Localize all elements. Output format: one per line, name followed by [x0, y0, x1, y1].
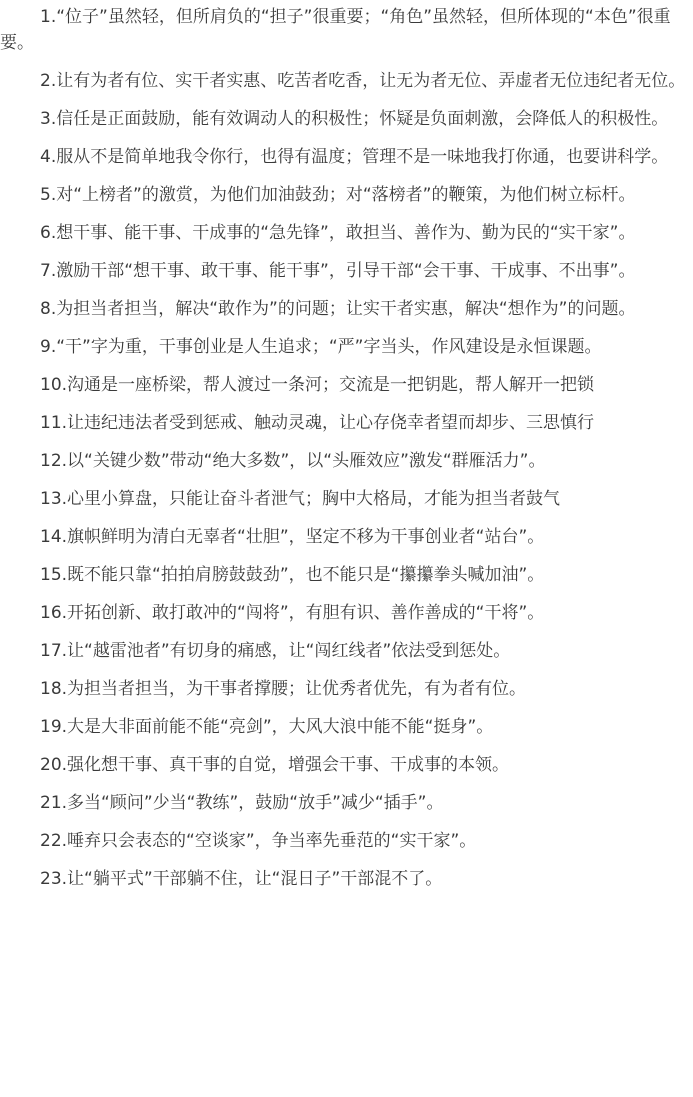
- list-item: 3.信任是正面鼓励，能有效调动人的积极性；怀疑是负面刺激，会降低人的积极性。: [40, 109, 669, 129]
- list-item: 17.让“越雷池者”有切身的痛感，让“闯红线者”依法受到惩处。: [40, 641, 511, 661]
- list-item: 4.服从不是简单地我令你行，也得有温度；管理不是一味地我打你通，也要讲科学。: [40, 147, 669, 167]
- list-item: 2.让有为者有位、实干者实惠、吃苦者吃香，让无为者无位、弄虚者无位违纪者无位。: [40, 71, 686, 91]
- list-item: 16.开拓创新、敢打敢冲的“闯将”，有胆有识、善作善成的“干将”。: [40, 603, 545, 623]
- list-item: 6.想干事、能干事、干成事的“急先锋”，敢担当、善作为、勤为民的“实干家”。: [40, 223, 636, 243]
- list-item: 20.强化想干事、真干事的自觉，增强会干事、干成事的本领。: [40, 755, 510, 775]
- list-item: 13.心里小算盘，只能让奋斗者泄气；胸中大格局，才能为担当者鼓气: [40, 489, 561, 509]
- list-item: 8.为担当者担当，解决“敢作为”的问题；让实干者实惠，解决“想作为”的问题。: [40, 299, 636, 319]
- list-item: 12.以“关键少数”带动“绝大多数”，以“头雁效应”激发“群雁活力”。: [40, 451, 546, 471]
- list-item: 23.让“躺平式”干部躺不住，让“混日子”干部混不了。: [40, 869, 443, 889]
- list-item: 15.既不能只靠“拍拍肩膀鼓鼓劲”，也不能只是“攥攥拳头喊加油”。: [40, 565, 545, 585]
- list-item: 7.激励干部“想干事、敢干事、能干事”，引导干部“会干事、干成事、不出事”。: [40, 261, 636, 281]
- list-item: 10.沟通是一座桥梁，帮人渡过一条河；交流是一把钥匙，帮人解开一把锁: [40, 375, 595, 395]
- list-item: 21.多当“顾问”少当“教练”，鼓励“放手”减少“插手”。: [40, 793, 444, 813]
- list-item: 14.旗帜鲜明为清白无辜者“壮胆”，坚定不移为干事创业者“站台”。: [40, 527, 545, 547]
- list-item: 1.“位子”虽然轻，但所肩负的“担子”很重要；“角色”虽然轻，但所体现的“本色”很重要。: [0, 7, 671, 53]
- list-item: 19.大是大非面前能不能“亮剑”，大风大浪中能不能“挺身”。: [40, 717, 494, 737]
- list-item: 5.对“上榜者”的激赏，为他们加油鼓劲；对“落榜者”的鞭策，为他们树立标杆。: [40, 185, 636, 205]
- list-item: 18.为担当者担当，为干事者撑腰；让优秀者优先，有为者有位。: [40, 679, 527, 699]
- list-item: 22.唾弃只会表态的“空谈家”，争当率先垂范的“实干家”。: [40, 831, 477, 851]
- list-item: 11.让违纪违法者受到惩戒、触动灵魂，让心存侥幸者望而却步、三思慎行: [40, 413, 595, 433]
- list-item: 9.“干”字为重，干事创业是人生追求；“严”字当头，作风建设是永恒课题。: [40, 337, 602, 357]
